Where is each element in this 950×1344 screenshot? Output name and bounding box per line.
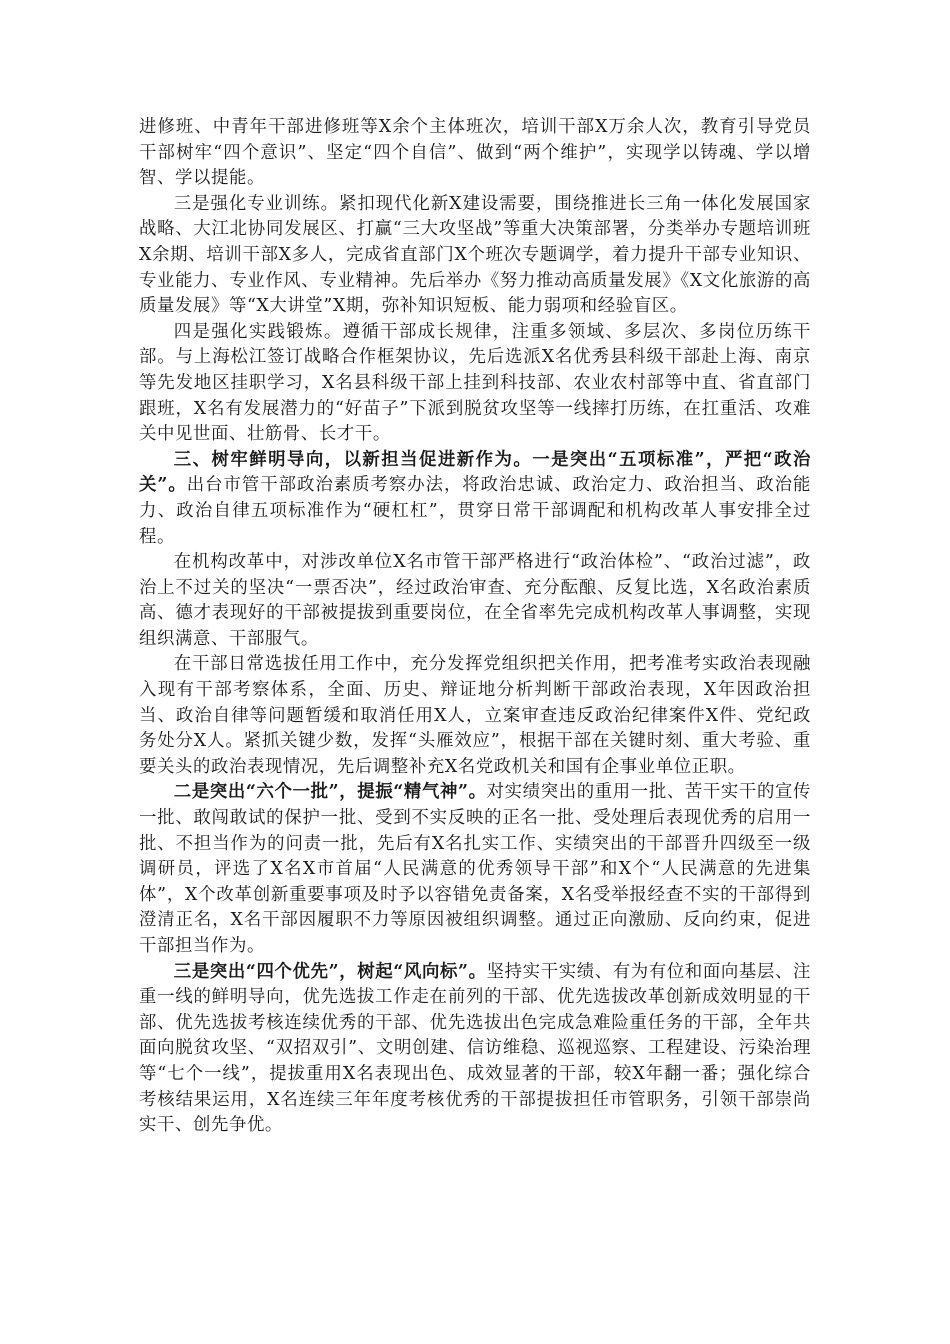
paragraph-text: 在机构改革中，对涉改单位X名市管干部严格进行“政治体检”、“政治过滤”，政治上不过关的坚决“一票否决”，经过政治审查、充分酝酿、反复比选，X名政治素质高、德才表现好的干部被提拔到重要岗位，在全省率先完成机构改革人事调整，实现组织满意、干部服气。 [139, 552, 811, 649]
paragraph-text: 在干部日常选拔任用工作中，充分发挥党组织把关作用，把考准考实政治表现融入现有干部考察体系，全面、历史、辩证地分析判断干部政治表现，X年因政治担当、政治自律等问题暂缓和取消任用X人，立案审查违反政治纪律案件X件、党纪政务处分X人。紧抓关键少数，发挥“头雁效应”，根据干部在关键时刻、重大考验、重要关头的政治表现情况，先后调整补充X名党政机关和国有企事业单位正职。 [139, 654, 811, 777]
paragraph-text: 四是强化实践锻炼。遵循干部成长规律，注重多领域、多层次、多岗位历练干部。与上海松江签订战略合作框架协议，先后选派X名优秀县科级干部赴上海、南京等先发地区挂职学习，X名县科级干部上挂到科技部、农业农村部等中直、省直部门跟班，X名有发展潜力的“好苗子”下派到脱贫攻坚等一线摔打历练，在扛重活、攻难关中见世面、壮筋骨、长才干。 [139, 321, 811, 445]
paragraph-5 [139, 550, 811, 652]
paragraph-text: 进修班、中青年干部进修班等X余个主体班次，培训干部X万余人次，教育引导党员干部树牢“四个意识”、坚定“四个自信”、做到“两个维护”，实现学以铸魂、学以增智、学以提能。 [139, 117, 811, 189]
subsection-heading: 三是突出“四个优先”，树起“风向标”。 [173, 961, 487, 982]
paragraph-text: 三是强化专业训练。紧扣现代化新X建设需要，围绕推进长三角一体化发展国家战略、大江北协同发展区、打赢“三大攻坚战”等重大决策部署，分类举办专题培训班X余期、培训干部X多人，完成省直部门X个班次专题调学，着力提升干部专业知识、专业能力、专业作风、专业精神。先后举办《努力推动高质量发展》《X文化旅游的高质量发展》等“X大讲堂”X期，弥补知识短板、能力弱项和经验盲区。 [139, 193, 811, 317]
paragraph-1 [139, 115, 811, 192]
section-heading: 三、树牢鲜明导向，以新担当促进新作为。一是突出“五项标准”，严把“政治关”。 [139, 449, 811, 496]
document-page [139, 115, 811, 1139]
paragraph-text: 出台市管干部政治素质考察办法，将政治忠诚、政治定力、政治担当、政治能力、政治自律五项标准作为“硬杠杠”，贯穿日常干部调配和机构改革人事安排全过程。 [139, 475, 811, 547]
paragraph-4 [139, 448, 811, 550]
paragraph-3 [139, 320, 811, 448]
paragraph-6 [139, 652, 811, 780]
paragraph-text: 对实绩突出的重用一批、苦干实干的宣传一批、敢闯敢试的保护一批、受到不实反映的正名一批、受处理后表现优秀的启用一批、不担当作为的问责一批，先后有X名扎实工作、实绩突出的干部晋升四级至一级调研员，评选了X名X市首届“人民满意的优秀领导干部”和X个“人民满意的先进集体”，X个改革创新重要事项及时予以容错免责备案，X名受举报经查不实的干部得到澄清正名，X名干部因履职不力等原因被组织调整。通过正向激励、反向约束，促进干部担当作为。 [139, 782, 811, 956]
paragraph-8 [139, 960, 811, 1139]
paragraph-7 [139, 780, 811, 959]
subsection-heading: 二是突出“六个一批”，提振“精气神”。 [173, 782, 487, 803]
paragraph-2 [139, 192, 811, 320]
paragraph-text: 坚持实干实绩、有为有位和面向基层、注重一线的鲜明导向，优先选拔工作走在前列的干部、优先选拔改革创新成效明显的干部、优先选拔考核连续优秀的干部、优先选拔出色完成急难险重任务的干部，全年共面向脱贫攻坚、“双招双引”、文明创建、信访维稳、巡视巡察、工程建设、污染治理等“七个一线”，提拔重用X名表现出色、成效显著的干部，较X年翻一番；强化综合考核结果运用，X名连续三年年度考核优秀的干部提拔担任市管职务，引领干部崇尚实干、创先争优。 [139, 961, 811, 1136]
